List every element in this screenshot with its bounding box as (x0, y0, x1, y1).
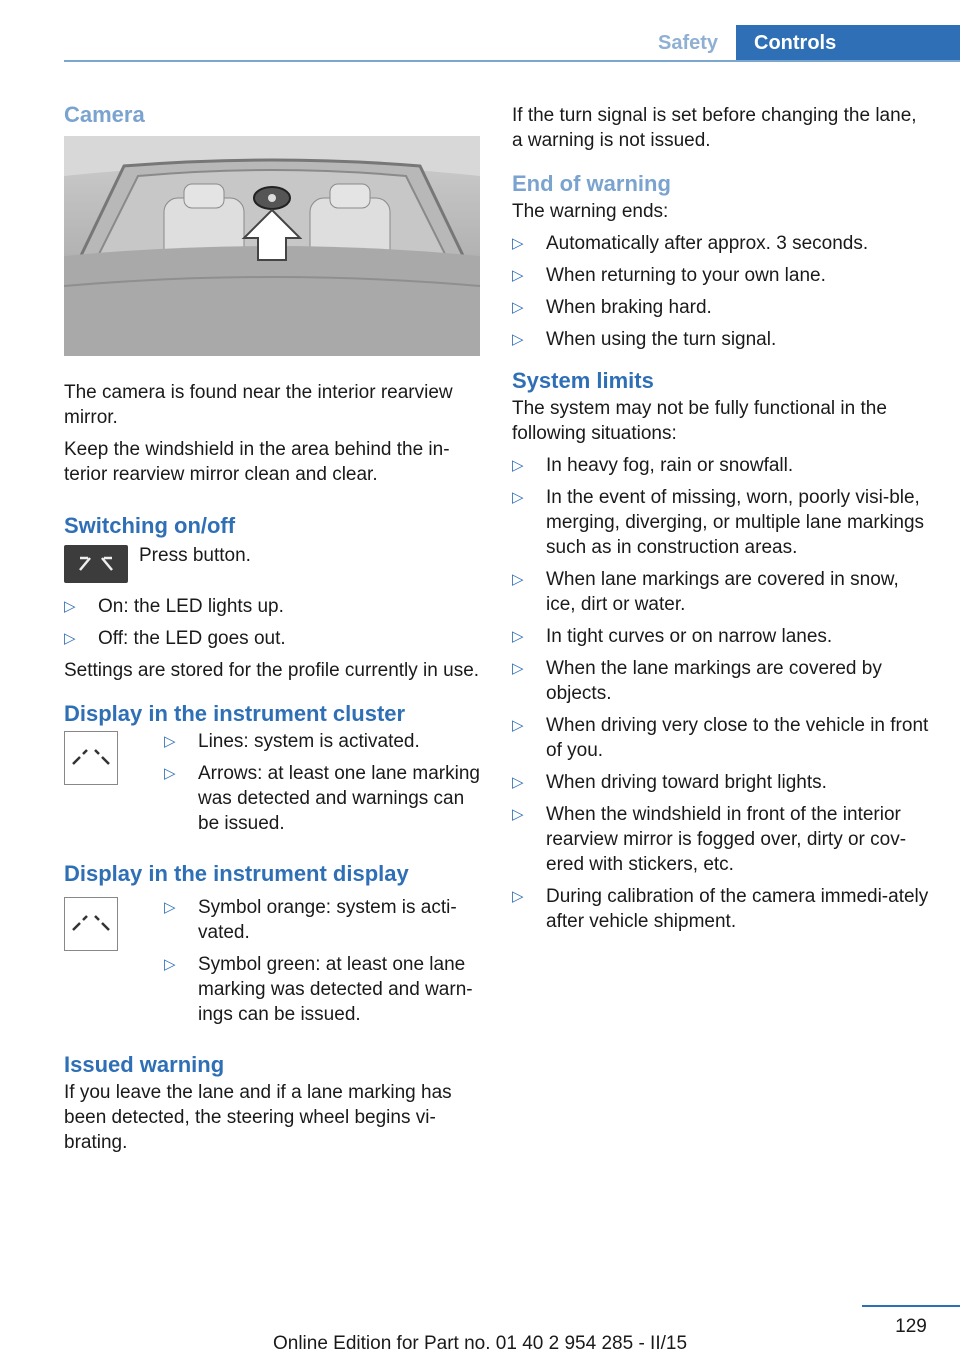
left-column (64, 100, 480, 1155)
list-item: ▷ During calibration of the camera immedi‐ately after vehicle shipment. (512, 886, 929, 932)
list-item: ▷ Off: the LED goes out. (64, 628, 286, 649)
camera-location-photo (64, 136, 480, 356)
lane-lines-symbol-icon (64, 731, 118, 785)
triangle-bullet-icon: ▷ (164, 899, 176, 916)
triangle-bullet-icon: ▷ (512, 774, 524, 791)
footer-rule (862, 1305, 960, 1307)
list-item: ▷ When braking hard. (512, 297, 712, 318)
settings-text: Settings are stored for the profile currently in use. (64, 660, 480, 681)
press-button-text: Press button. (139, 545, 251, 566)
triangle-bullet-icon: ▷ (512, 571, 524, 588)
switch-list (64, 594, 480, 651)
press-button-row (64, 543, 480, 587)
display-block (64, 895, 480, 1027)
camera-heading: Camera (64, 102, 145, 127)
display-heading: Display in the instrument display (64, 861, 409, 886)
header-rule (64, 60, 960, 62)
lane-lines-symbol-icon (64, 897, 118, 951)
triangle-bullet-icon: ▷ (64, 630, 76, 647)
limits-list (512, 453, 932, 934)
list-item: ▷ Automatically after approx. 3 seconds. (512, 233, 869, 254)
list-item: ▷ Symbol orange: system is acti‐vated. (164, 897, 457, 943)
end-of-warning-intro: The warning ends: (512, 201, 669, 222)
triangle-bullet-icon: ▷ (512, 717, 524, 734)
cluster-heading: Display in the instrument cluster (64, 701, 406, 726)
list-item: ▷ When lane markings are covered in snow, ice, dirt or water. (512, 569, 899, 615)
page-number: 129 (895, 1316, 927, 1337)
list-item: ▷ Symbol green: at least one lane marking was detected and warn‐ings can be issued. (164, 954, 473, 1025)
triangle-bullet-icon: ▷ (512, 331, 524, 348)
display-list (164, 895, 480, 1027)
camera-location-text: The camera is found near the interior rearview mirror. (64, 382, 453, 428)
lane-departure-button-icon (64, 545, 128, 583)
list-item: ▷ When returning to your own lane. (512, 265, 826, 286)
triangle-bullet-icon: ▷ (512, 489, 524, 506)
cluster-list (164, 729, 480, 836)
list-item: ▷ Arrows: at least one lane marking was detected and warnings can be issued. (164, 763, 480, 834)
triangle-bullet-icon: ▷ (512, 267, 524, 284)
triangle-bullet-icon: ▷ (512, 235, 524, 252)
list-item: ▷ When driving toward bright lights. (512, 772, 827, 793)
list-item: ▷ In the event of missing, worn, poorly visi‐ble, merging, diverging, or multiple lane markings such as in construction areas. (512, 487, 925, 558)
edition-text: Online Edition for Part no. 01 40 2 954 285 - II/15 (272, 1333, 688, 1354)
end-of-warning-heading: End of warning (512, 171, 671, 196)
turn-signal-text: If the turn signal is set before changing the lane, a warning is not issued. (512, 105, 917, 151)
triangle-bullet-icon: ▷ (512, 806, 524, 823)
triangle-bullet-icon: ▷ (512, 888, 524, 905)
camera-clean-text: Keep the windshield in the area behind the in‐terior rearview mirror clean and clear. (64, 439, 450, 485)
issued-warning-heading: Issued warning (64, 1052, 225, 1077)
list-item: ▷ When using the turn signal. (512, 329, 777, 350)
list-item: ▷ On: the LED lights up. (64, 596, 284, 617)
list-item: ▷ When the windshield in front of the interior rearview mirror is fogged over, dirty or cov‐ered with stickers, etc. (512, 804, 907, 875)
system-limits-intro: The system may not be fully functional in the following situations: (512, 398, 887, 444)
triangle-bullet-icon: ▷ (64, 598, 76, 615)
triangle-bullet-icon: ▷ (512, 299, 524, 316)
triangle-bullet-icon: ▷ (164, 956, 176, 973)
cluster-block (64, 729, 480, 836)
triangle-bullet-icon: ▷ (512, 628, 524, 645)
list-item: ▷ In heavy fog, rain or snowfall. (512, 455, 794, 476)
triangle-bullet-icon: ▷ (512, 660, 524, 677)
system-limits-heading: System limits (512, 368, 654, 393)
triangle-bullet-icon: ▷ (512, 457, 524, 474)
tab-controls[interactable]: Controls (736, 25, 960, 61)
switching-heading: Switching on/off (64, 513, 236, 538)
issued-warning-text: If you leave the lane and if a lane marking has been detected, the steering wheel begins vi‐brating. (64, 1082, 452, 1153)
list-item: ▷ When driving very close to the vehicle in front of you. (512, 715, 929, 761)
triangle-bullet-icon: ▷ (164, 733, 176, 750)
end-list (512, 231, 932, 352)
triangle-bullet-icon: ▷ (164, 765, 176, 782)
right-column (512, 100, 932, 941)
tab-safety[interactable]: Safety (657, 31, 719, 54)
list-item: ▷ Lines: system is activated. (164, 731, 420, 752)
list-item: ▷ In tight curves or on narrow lanes. (512, 626, 833, 647)
list-item: ▷ When the lane markings are covered by objects. (512, 658, 882, 704)
